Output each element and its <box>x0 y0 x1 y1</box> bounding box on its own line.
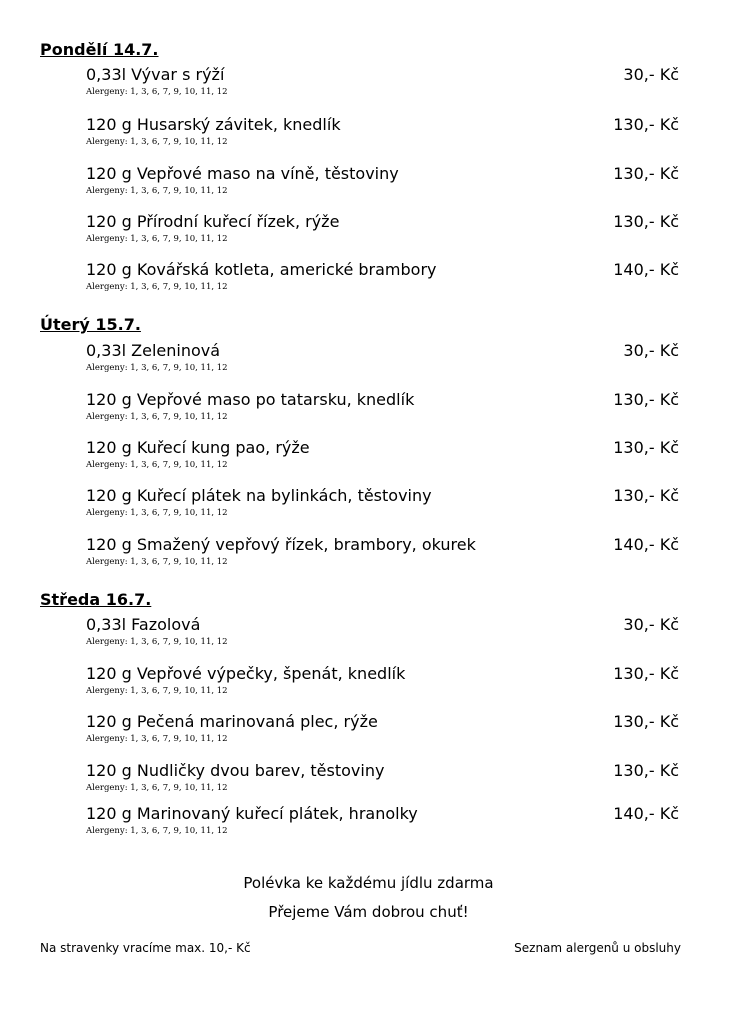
menu-item-name: 120 g Smažený vepřový řízek, brambory, okurek <box>86 535 476 554</box>
day-heading-wednesday: Středa 16.7. <box>40 590 152 609</box>
menu-item-allergens: Alergeny: 1, 3, 6, 7, 9, 10, 11, 12 <box>86 234 228 244</box>
menu-item-allergens: Alergeny: 1, 3, 6, 7, 9, 10, 11, 12 <box>86 137 228 147</box>
menu-item-name: 120 g Kovářská kotleta, americké brambory <box>86 260 437 279</box>
bon-appetit-note: Přejeme Vám dobrou chuť! <box>268 903 469 921</box>
menu-item-price: 130,- Kč <box>613 761 679 780</box>
menu-item-name: 120 g Nudličky dvou barev, těstoviny <box>86 761 385 780</box>
menu-item-name: 0,33l Vývar s rýží <box>86 65 225 84</box>
menu-item <box>0 615 737 655</box>
menu-item <box>0 260 737 300</box>
menu-item <box>0 341 737 381</box>
menu-item-name: 120 g Vepřové výpečky, špenát, knedlík <box>86 664 406 683</box>
menu-item <box>0 438 737 478</box>
menu-item-price: 140,- Kč <box>613 260 679 279</box>
menu-item-name: 120 g Kuřecí plátek na bylinkách, těstoviny <box>86 486 432 505</box>
menu-item-name: 120 g Vepřové maso na víně, těstoviny <box>86 164 399 183</box>
menu-item-price: 140,- Kč <box>613 535 679 554</box>
menu-item-name: 120 g Marinovaný kuřecí plátek, hranolky <box>86 804 418 823</box>
menu-item <box>0 164 737 204</box>
menu-item-allergens: Alergeny: 1, 3, 6, 7, 9, 10, 11, 12 <box>86 363 228 373</box>
menu-item-allergens: Alergeny: 1, 3, 6, 7, 9, 10, 11, 12 <box>86 826 228 836</box>
menu-item-name: 120 g Vepřové maso po tatarsku, knedlík <box>86 390 415 409</box>
menu-item-price: 30,- Kč <box>623 615 679 634</box>
menu-item <box>0 535 737 575</box>
menu-item-price: 130,- Kč <box>613 390 679 409</box>
menu-item-allergens: Alergeny: 1, 3, 6, 7, 9, 10, 11, 12 <box>86 637 228 647</box>
menu-item-allergens: Alergeny: 1, 3, 6, 7, 9, 10, 11, 12 <box>86 508 228 518</box>
menu-item-allergens: Alergeny: 1, 3, 6, 7, 9, 10, 11, 12 <box>86 412 228 422</box>
free-soup-note: Polévka ke každému jídlu zdarma <box>243 874 494 892</box>
menu-item-price: 140,- Kč <box>613 804 679 823</box>
menu-item-price: 130,- Kč <box>613 712 679 731</box>
menu-item <box>0 804 737 844</box>
menu-item-price: 130,- Kč <box>613 486 679 505</box>
menu-item-allergens: Alergeny: 1, 3, 6, 7, 9, 10, 11, 12 <box>86 282 228 292</box>
menu-item <box>0 712 737 752</box>
menu-item-price: 130,- Kč <box>613 664 679 683</box>
menu-item-name: 120 g Přírodní kuřecí řízek, rýže <box>86 212 340 231</box>
menu-item <box>0 761 737 801</box>
menu-item-price: 130,- Kč <box>613 212 679 231</box>
day-heading-tuesday: Úterý 15.7. <box>40 315 141 334</box>
menu-item-price: 130,- Kč <box>613 438 679 457</box>
menu-item-allergens: Alergeny: 1, 3, 6, 7, 9, 10, 11, 12 <box>86 686 228 696</box>
menu-item-price: 30,- Kč <box>623 341 679 360</box>
menu-item <box>0 390 737 430</box>
menu-item-price: 130,- Kč <box>613 164 679 183</box>
menu-item <box>0 664 737 704</box>
menu-item <box>0 486 737 526</box>
day-heading-monday: Pondělí 14.7. <box>40 40 159 59</box>
menu-item-allergens: Alergeny: 1, 3, 6, 7, 9, 10, 11, 12 <box>86 557 228 567</box>
menu-item-allergens: Alergeny: 1, 3, 6, 7, 9, 10, 11, 12 <box>86 734 228 744</box>
menu-item <box>0 65 737 105</box>
voucher-note: Na stravenky vracíme max. 10,- Kč <box>40 941 251 955</box>
menu-item-allergens: Alergeny: 1, 3, 6, 7, 9, 10, 11, 12 <box>86 87 228 97</box>
menu-item-price: 30,- Kč <box>623 65 679 84</box>
menu-item-name: 120 g Pečená marinovaná plec, rýže <box>86 712 378 731</box>
menu-item-allergens: Alergeny: 1, 3, 6, 7, 9, 10, 11, 12 <box>86 783 228 793</box>
menu-item-price: 130,- Kč <box>613 115 679 134</box>
menu-item-allergens: Alergeny: 1, 3, 6, 7, 9, 10, 11, 12 <box>86 460 228 470</box>
menu-item-name: 120 g Kuřecí kung pao, rýže <box>86 438 310 457</box>
menu-item <box>0 115 737 155</box>
menu-item-name: 0,33l Fazolová <box>86 615 201 634</box>
allergen-list-note: Seznam alergenů u obsluhy <box>514 941 681 955</box>
menu-item-name: 0,33l Zeleninová <box>86 341 221 360</box>
menu-item-name: 120 g Husarský závitek, knedlík <box>86 115 341 134</box>
menu-item-allergens: Alergeny: 1, 3, 6, 7, 9, 10, 11, 12 <box>86 186 228 196</box>
menu-item <box>0 212 737 252</box>
